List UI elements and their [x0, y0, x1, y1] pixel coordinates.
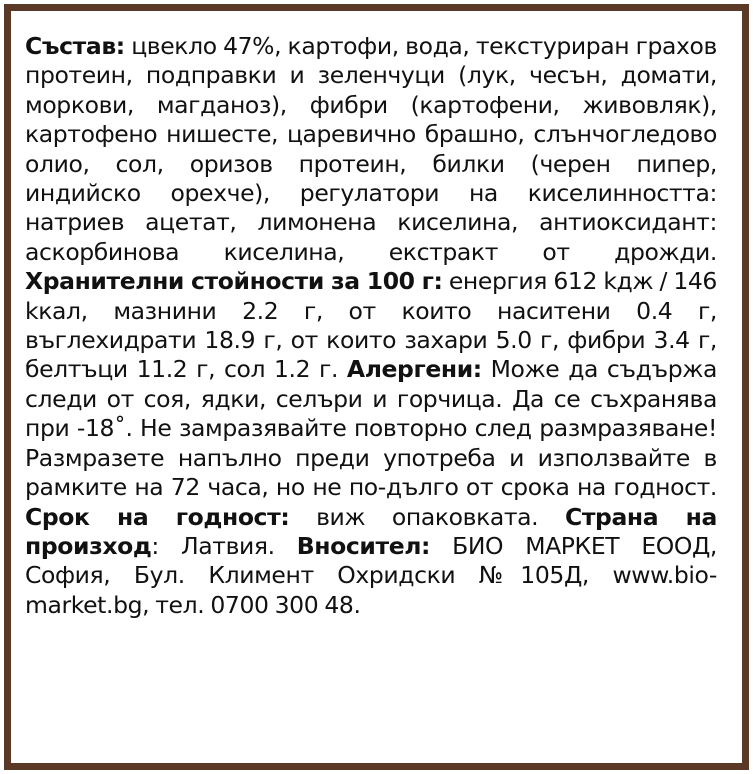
- nutrition-text: енергия 612 kдж / 146 kкал, мазнини 2.2 г, от които наситени 0.4 г, въглехидрати 18.9 г, от които захари 5.0 г, фибри 3.4 г, белтъци 11.2 г, сол 1.2 г.: [25, 267, 717, 384]
- ingredients-text: цвекло 47%, картофи, вода, текстуриран грахов протеин, подправки и зеленчуци (лук, чесън, домати, моркови, магданоз), фибри (картофени, живовляк), картофено нишесте, царевично брашно, слънчогледово олио, сол, оризов протеин, билки (черен пипер, индийско орехче), регулатори на киселинността: натриев ацетат, лимонена киселина, антиоксидант: аскорбинова киселина, екстракт от дрожди.: [25, 32, 717, 266]
- product-label-text: [25, 32, 717, 620]
- importer-heading: Вносител:: [296, 531, 431, 560]
- shelf-life-heading: Срок на годност:: [25, 502, 290, 531]
- shelf-life-text: виж опаковката.: [316, 502, 539, 531]
- allergens-heading: Алергени:: [346, 355, 482, 384]
- nutrition-heading: Хранителни стойности за 100 г:: [25, 267, 443, 296]
- origin-text: : Латвия.: [151, 531, 275, 560]
- origin-heading: Страна на произход: [25, 502, 717, 560]
- ingredients-heading: Състав:: [25, 32, 125, 60]
- importer-text: БИО МАРКЕТ ЕООД, София, Бул. Климент Охридски №105Д, www.bio-market.bg, тел. 0700 300 48.: [25, 531, 718, 619]
- allergens-text: Може да съдържа следи от соя, ядки, селъри и горчица. Да се съхранява при -18˚. Не замразявайте повторно след размразяване! Размразете напълно преди употреба и използвайте в рамките на 72 часа, но не по-дълго от срока на годност.: [25, 355, 717, 502]
